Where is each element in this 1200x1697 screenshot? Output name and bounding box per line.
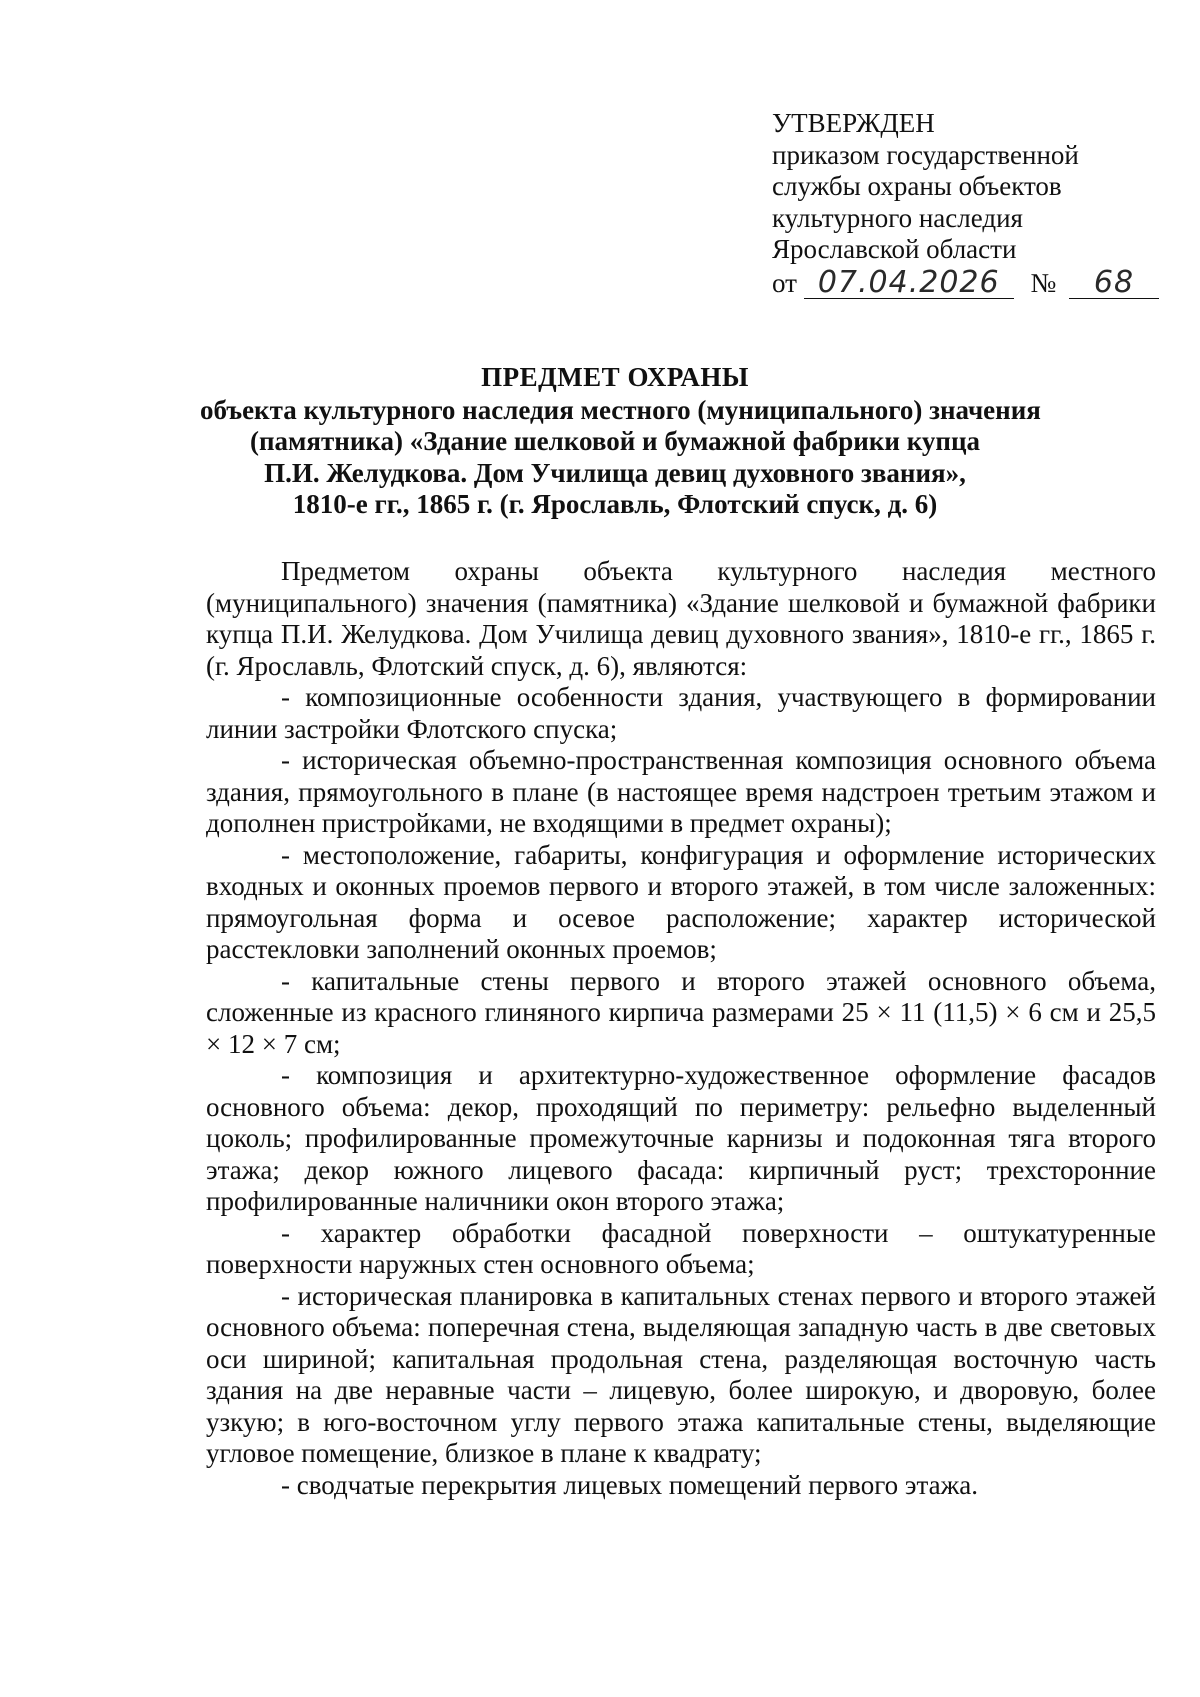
heading-line: 1810-е гг., 1865 г. (г. Ярославль, Флотский спуск, д. 6) — [292, 489, 938, 519]
list-item: - сводчатые перекрытия лицевых помещений первого этажа. — [281, 1469, 978, 1500]
date-prefix: от — [772, 267, 797, 298]
heading-line: П.И. Желудкова. Дом Училища девиц духовного звания», — [264, 457, 966, 488]
approval-line: службы охраны объектов — [772, 171, 1062, 201]
approval-title: УТВЕРЖДЕН — [772, 108, 935, 138]
document-body — [206, 556, 1156, 1501]
number-sign: № — [1030, 267, 1057, 298]
list-item: - местоположение, габариты, конфигурация и оформление исторических входных и оконных проемов первого и второго этажей, в том числе заложенных: прямоугольная форма и осевое расположение; характер исторической расстекловки заполнений оконных проемов; — [206, 839, 1156, 964]
document-heading — [200, 362, 1041, 521]
handwritten-order-number: 68 — [1069, 268, 1159, 299]
handwritten-date: 07.04.2026 — [804, 268, 1014, 299]
approval-date-line — [772, 264, 1159, 300]
list-item: - характер обработки фасадной поверхности – оштукатуренные поверхности наружных стен основного объема; — [206, 1217, 1156, 1279]
list-item: - историческая планировка в капитальных стенах первого и второго этажей основного объема: поперечная стена, выделяющая западную часть в две световых оси шириной; капитальная продольная стена, разделяющая восточную часть здания на две неравные части – лицевую, более широкую, и дворовую, более узкую; в юго-восточном углу первого этажа капитальные стены, выделяющие угловое помещение, близкое в плане к квадрату; — [206, 1280, 1156, 1468]
approval-line: Ярославской области — [772, 234, 1017, 264]
intro-paragraph: Предметом охраны объекта культурного наследия местного (муниципального) значения (памятника) «Здание шелковой и бумажной фабрики купца П.И. Желудкова. Дом Училища девиц духовного звания», 1810-е гг., 1865 г. (г. Ярославль, Флотский спуск, д. 6), являются: — [206, 556, 1156, 681]
list-item: - композиционные особенности здания, участвующего в формировании линии застройки Флотского спуска; — [206, 682, 1156, 744]
approval-line: культурного наследия — [772, 202, 1023, 233]
list-item: - композиция и архитектурно-художественное оформление фасадов основного объема: декор, проходящий по периметру: рельефно выделенный цоколь; профилированные промежуточные карнизы и подоконная тяга второго этажа; декор южного лицевого фасада: кирпичный руст; трехсторонние профилированные наличники окон второго этажа; — [206, 1060, 1156, 1216]
heading-line: объекта культурного наследия местного (муниципального) значения — [200, 394, 1041, 425]
approval-stamp-block — [772, 108, 1159, 299]
list-item: - капитальные стены первого и второго этажей основного объема, сложенные из красного глиняного кирпича размерами 25 × 11 (11,5) × 6 см и 25,5 × 12 × 7 см; — [206, 965, 1156, 1059]
approval-line: приказом государственной — [772, 139, 1079, 170]
list-item: - историческая объемно-пространственная композиция основного объема здания, прямоугольного в плане (в настоящее время надстроен третьим этажом и дополнен пристройками, не входящими в предмет охраны); — [206, 745, 1156, 838]
page-title: ПРЕДМЕТ ОХРАНЫ — [481, 362, 749, 392]
heading-line: (памятника) «Здание шелковой и бумажной фабрики купца — [249, 426, 981, 456]
